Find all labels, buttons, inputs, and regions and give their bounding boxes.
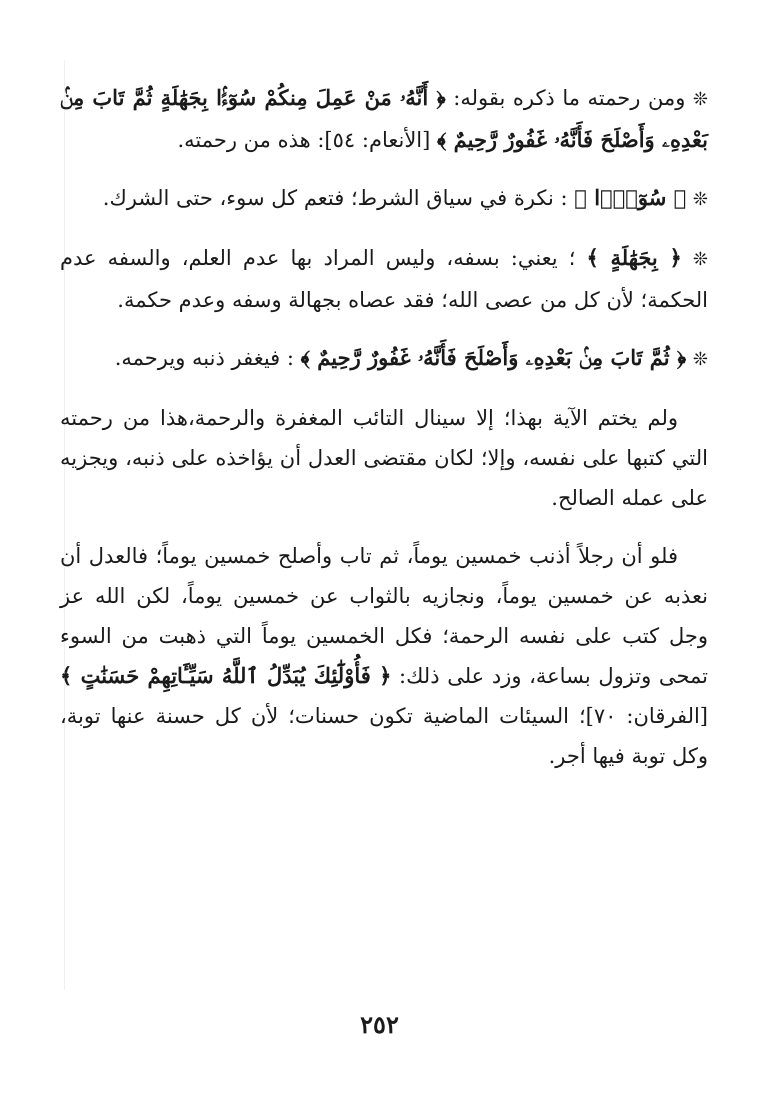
paragraph-2-tail: : نكرة في سياق الشرط؛ فتعم كل سوء، حتى الشرك. (102, 186, 568, 210)
paragraph-2-quran-word: ﴿ سُوٓءًۢا ﴾ (574, 185, 687, 210)
paragraph-4 (60, 338, 708, 380)
asterisk-icon: ❊ (692, 249, 708, 270)
asterisk-icon: ❊ (692, 349, 708, 370)
paragraph-1-tail: [الأنعام: ٥٤]: هذه من رحمته. (177, 128, 431, 152)
body-text (60, 78, 708, 794)
asterisk-icon: ❊ (692, 89, 708, 110)
paragraph-2 (60, 178, 708, 220)
paragraph-3-tail: ؛ يعني: بسفه، وليس المراد بها عدم العلم، والسفه عدم الحكمة؛ لأن كل من عصى الله؛ فقد عصاه بجهالة وسفه وعدم حكمة. (60, 246, 708, 312)
paragraph-5: ولم يختم الآية بهذا؛ إلا سينال التائب المغفرة والرحمة،هذا من رحمته التي كتبها على نفسه، وإلا؛ لكان مقتضى العدل أن يؤاخذه على ذنبه، ويجزيه على عمله الصالح. (60, 406, 708, 510)
paragraph-3-quran-word: ﴿ بِجَهَٰلَةٍ ﴾ (586, 245, 682, 270)
paragraph-1 (60, 78, 708, 160)
paragraph-3 (60, 238, 708, 320)
asterisk-icon: ❊ (692, 189, 708, 210)
page-number: ٢٥٢ (360, 1010, 399, 1039)
paragraph-4-quran-verse: ﴿ ثُمَّ تَابَ مِنۢ بَعْدِهِۦ وَأَصْلَحَ فَأَنَّهُۥ غَفُورٌ رَّحِيمٌ ﴾ (300, 345, 687, 370)
paragraph-1-quran-verse: ﴿ أَنَّهُۥ مَنْ عَمِلَ مِنكُمْ سُوٓءًۢا بِجَهَٰلَةٍ ثُمَّ تَابَ مِنۢ بَعْدِهِۦ وَأَصْلَحَ فَأَنَّهُۥ غَفُورٌ رَّحِيمٌ ﴾ (60, 85, 708, 152)
paragraph-6-lead: فلو أن رجلاً أذنب خمسين يوماً، ثم تاب وأصلح خمسين يوماً؛ فالعدل أن نعذبه عن خمسين يوماً، ونجازيه بالثواب عن خمسين يوماً، لكن الله عز وجل كتب على نفسه الرحمة؛ فكل الخمسين يوماً التي ذهبت من السوء تمحى وتزول بساعة، وزد على ذلك: (60, 544, 708, 688)
paragraph-6-tail: [الفرقان: ٧٠]؛ السيئات الماضية تكون حسنات؛ لأن كل حسنة عنها توبة، وكل توبة فيها أجر. (60, 704, 708, 768)
paragraph-1-lead: ومن رحمته ما ذكره بقوله: (445, 86, 686, 110)
paragraph-4-tail: : فيغفر ذنبه ويرحمه. (114, 346, 294, 370)
paragraph-6 (60, 536, 708, 776)
paragraph-6-quran-verse: ﴿ فَأُوْلَٰٓئِكَ يُبَدِّلُ ٱللَّهُ سَيِّـَٔاتِهِمْ حَسَنَٰتٍ ﴾ (60, 663, 392, 688)
